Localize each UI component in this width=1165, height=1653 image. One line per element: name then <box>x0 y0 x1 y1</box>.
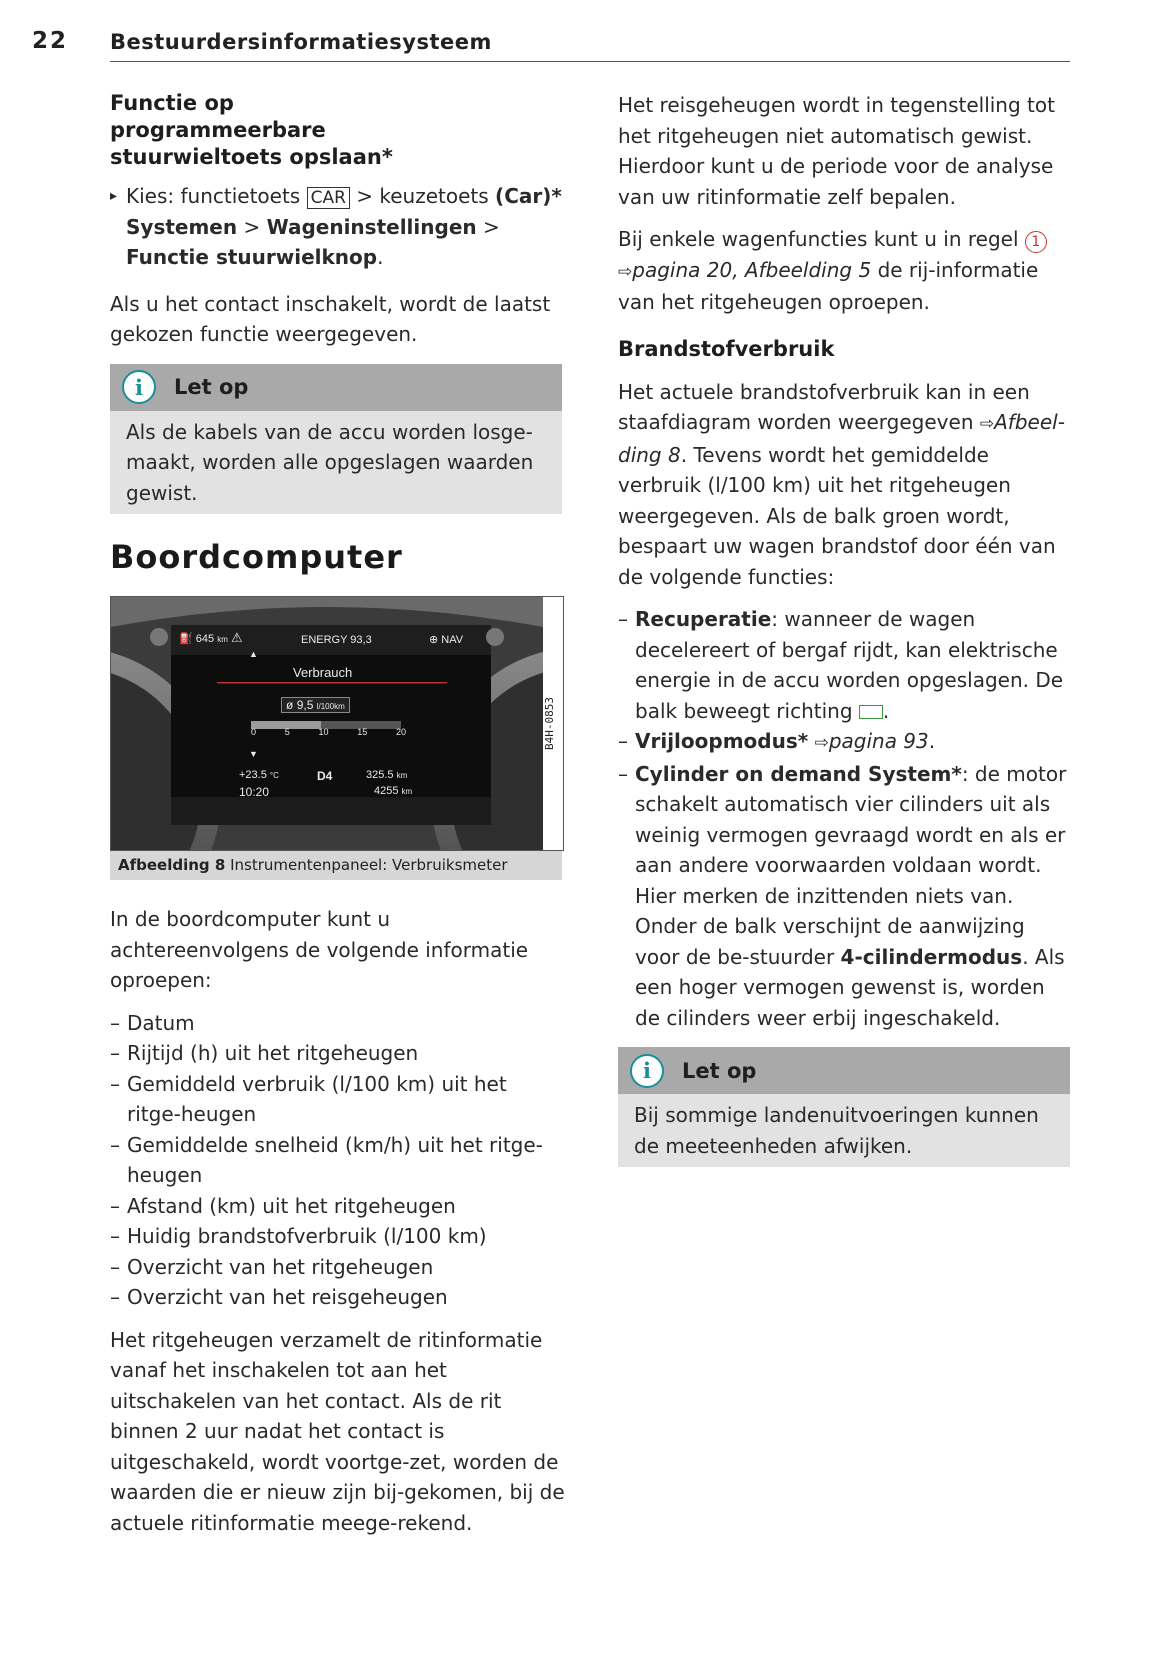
list-item: – Datum <box>110 1008 565 1039</box>
recup-end: . <box>882 698 890 723</box>
note-text-2: Bij sommige landenuitvoeringen kunnen de meeteenheden afwijken. <box>634 1103 1039 1158</box>
range-value: 645 <box>195 633 215 645</box>
circled-one-icon: 1 <box>1025 231 1047 253</box>
ref-afbeelding-8[interactable]: Afbeel-ding 8 <box>618 410 1065 467</box>
odo-value: 4255 <box>374 785 399 797</box>
info-icon: i <box>122 370 156 404</box>
instruction-step <box>110 181 565 273</box>
running-title: Bestuurdersinformatiesysteem <box>110 30 492 54</box>
time-readout: 10:20 <box>239 785 270 799</box>
instr-part1: Kies: functietoets <box>126 184 301 208</box>
path-systemen: Systemen <box>126 214 238 239</box>
dashboard-image <box>110 596 564 851</box>
avg-value: 9,5 <box>296 698 314 712</box>
path-sep-1: > <box>243 214 261 239</box>
note-text-1: Als de kabels van de accu worden losge-maakt, worden alle opgeslagen waarden gewist. <box>126 419 534 505</box>
arrow-icon: ⇨ <box>618 261 633 282</box>
cyl-text1: : de motor schakelt automatisch vier cilinders uit als weinig vermogen gevraagd wordt en als er aan andere voorwaarden voldaan wordt. Hier merken de inzittenden niets van. Onder de balk verschijnt de aanwijzing voor de be-stuurder <box>635 761 1067 969</box>
note-title-2: Let op <box>682 1058 757 1083</box>
page-number: 22 <box>32 28 69 54</box>
note-box-1 <box>110 364 562 515</box>
path-wageninstellingen: Wageninstellingen <box>266 214 477 239</box>
section-title-boordcomputer: Boordcomputer <box>110 538 403 576</box>
trip-unit: km <box>396 771 408 780</box>
car-key-label: CAR <box>307 187 350 209</box>
para-intro: In de boordcomputer kunt u achtereenvolgens de volgende informatie oproepen: <box>110 907 529 992</box>
instr-car-bold: (Car)* <box>495 184 562 208</box>
para-actuele <box>618 377 1073 593</box>
para-reisgeheugen: Het reisgeheugen wordt in tegenstelling tot het ritgeheugen niet automatisch gewist. Hierdoor kunt u de periode voor de analyse van uw ritinformatie zelf bepalen. <box>618 93 1055 209</box>
para-enkele <box>618 224 1073 318</box>
caption-label: Afbeelding 8 <box>118 856 226 874</box>
ref-pagina-20[interactable]: pagina 20, Afbeelding 5 <box>632 257 872 282</box>
avg-symbol: ø <box>286 698 294 712</box>
warning-icon: ⚠ <box>231 630 243 645</box>
path-functie: Functie stuurwielknop <box>126 245 378 269</box>
caption-text: Instrumentenpaneel: Verbruiksmeter <box>230 856 508 874</box>
info-list <box>110 1008 565 1313</box>
avg-consumption <box>281 697 350 713</box>
nav-compass-icon: ⊕ <box>429 634 439 646</box>
list-item: – Afstand (km) uit het ritgeheugen <box>110 1191 565 1222</box>
up-arrow-icon: ▲ <box>249 649 258 659</box>
nav-label: NAV <box>441 634 464 646</box>
arrow-icon: ⇨ <box>979 414 995 434</box>
scale-0: 0 <box>251 727 257 737</box>
fuel-icon: ⛽ <box>179 633 193 645</box>
para-contact: Als u het contact inschakelt, wordt de laatst gekozen functie weergegeven. <box>110 291 551 346</box>
down-arrow-icon: ▼ <box>249 749 258 759</box>
gear-readout: D4 <box>317 769 333 783</box>
info-icon: i <box>630 1054 664 1088</box>
vrij-end: . <box>928 729 936 753</box>
energy-readout: ENERGY 93,3 <box>301 634 372 646</box>
nav-readout <box>429 633 463 646</box>
cyl-text2: . Als een hoger vermogen gewenst is, worden de cilinders weer erbij ingeschakeld. <box>635 944 1065 1030</box>
para-ritgeheugen: Het ritgeheugen verzamelt de ritinformatie vanaf het inschakelen tot aan het uitschakelen van het contact. Als de rit binnen 2 uur nadat het contact is uitgeschakeld, wordt voortge-zet, worden de waarden die er nieuw zijn bij-gekomen, bij de actuele ritinformatie meege-rekend. <box>110 1327 565 1535</box>
path-sep-2: > <box>482 214 500 239</box>
figure-caption <box>110 851 562 880</box>
list-item: – Overzicht van het ritgeheugen <box>110 1252 565 1283</box>
recup-text: : wanneer de wagen decelereert of bergaf rijdt, kan elektrische energie in de accu worden opgeslagen. De balk beweegt richting <box>635 607 1064 723</box>
actuele-part1: Het actuele brandstofverbruik kan in een staafdiagram worden weergegeven <box>618 379 1030 434</box>
enkele-part2: de rij-informatie van het ritgeheugen oproepen. <box>618 257 1039 314</box>
list-item: – Gemiddelde snelheid (km/h) uit het ritge-heugen <box>110 1130 565 1191</box>
note-title-1: Let op <box>174 375 249 399</box>
scale-20: 20 <box>395 727 406 737</box>
odo-unit: km <box>401 787 413 796</box>
temp-unit: °C <box>269 771 279 780</box>
step-bullet-icon: ▸ <box>110 188 118 204</box>
list-item: – Huidig brandstofverbruik (l/100 km) <box>110 1221 565 1252</box>
heading-program-key: Functie op programmeerbare stuurwieltoets opslaan* <box>110 91 393 169</box>
odo-readout <box>374 785 412 797</box>
trip-value: 325.5 <box>366 769 394 781</box>
right-column <box>618 90 1073 1167</box>
list-item-recuperatie <box>618 604 1073 726</box>
temp-value: +23.5 <box>239 769 267 781</box>
list-item: – Rijtijd (h) uit het ritgeheugen <box>110 1038 565 1069</box>
scale-15: 15 <box>357 727 368 737</box>
enkele-part1: Bij enkele wagenfuncties kunt u in regel <box>618 227 1019 251</box>
instr-end: . <box>377 245 384 269</box>
heading-brandstofverbruik: Brandstofverbruik <box>618 336 835 361</box>
function-list <box>618 604 1073 1033</box>
cyl-label: Cylinder on demand System* <box>635 761 962 786</box>
screen-title: Verbrauch <box>293 665 353 680</box>
cyl-bold: 4-cilindermodus <box>840 944 1023 969</box>
instr-part2: > keuzetoets <box>356 184 489 208</box>
note-header-1 <box>110 364 562 411</box>
vrij-label: Vrijloopmodus* <box>635 729 809 753</box>
scale-5: 5 <box>284 727 290 737</box>
left-column <box>110 90 565 1538</box>
header-rule <box>110 61 1070 62</box>
list-item: – Overzicht van het reisgeheugen <box>110 1282 565 1313</box>
recup-label: Recuperatie <box>635 607 772 631</box>
note-header-2 <box>618 1047 1070 1094</box>
trip-readout <box>366 769 407 781</box>
list-item-cylinder <box>618 759 1073 1034</box>
list-item: – Gemiddeld verbruik (l/100 km) uit het ritge-heugen <box>110 1069 565 1130</box>
scale-labels <box>251 727 406 737</box>
ref-pagina-93[interactable]: pagina 93 <box>828 729 929 753</box>
figure-code: B4H-0853 <box>543 597 563 851</box>
avg-unit: l/100km <box>316 702 345 711</box>
list-item-vrijloop <box>618 726 1073 759</box>
range-unit: km <box>217 635 228 644</box>
battery-icon <box>859 705 883 719</box>
range-readout <box>179 632 228 645</box>
figure-8 <box>110 596 565 880</box>
scale-10: 10 <box>318 727 329 737</box>
note-box-2 <box>618 1047 1070 1167</box>
arrow-icon: ⇨ <box>814 733 829 753</box>
actuele-part2: . Tevens wordt het gemiddelde verbruik (l/100 km) uit het ritgeheugen weergegeven. Als de balk groen wordt, bespaart uw wagen brandstof door één van de volgende functies: <box>618 442 1056 589</box>
temp-readout <box>239 769 279 781</box>
